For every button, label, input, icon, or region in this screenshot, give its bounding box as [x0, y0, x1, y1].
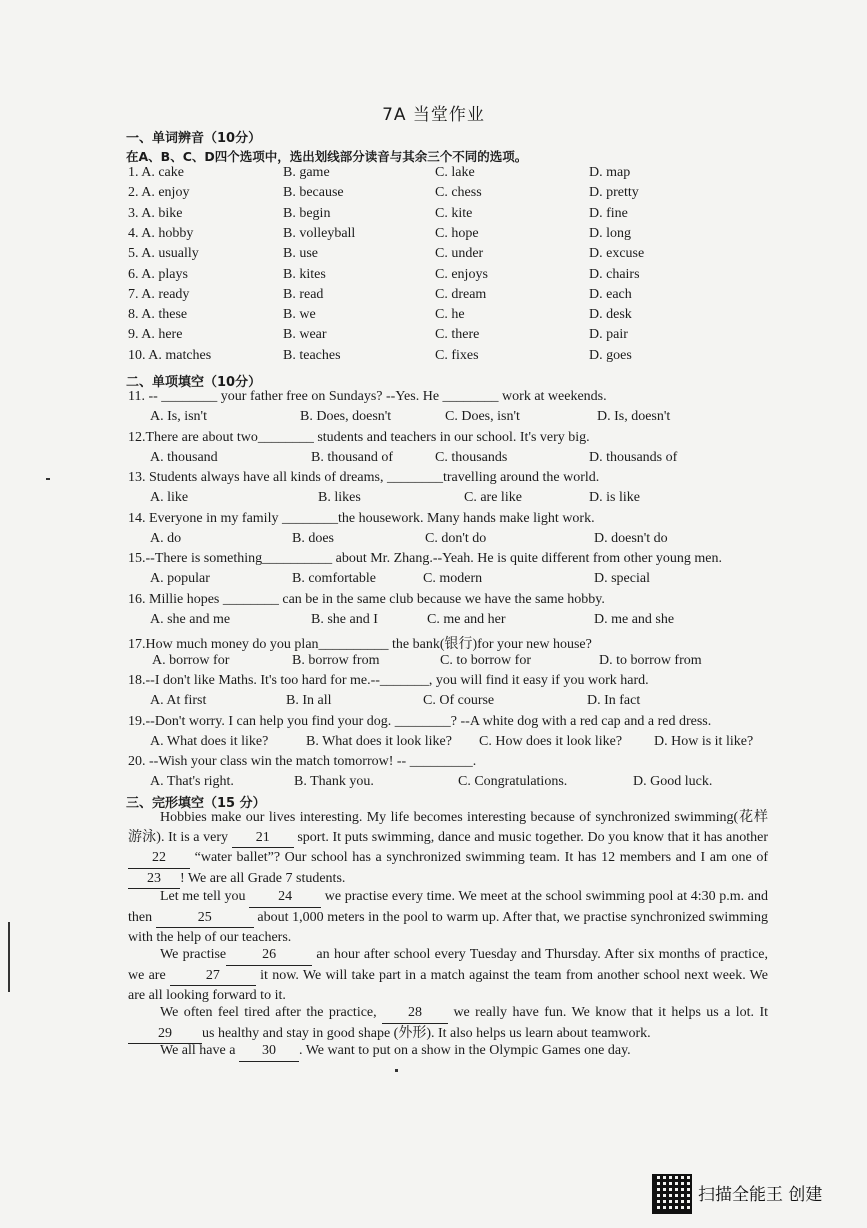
- phonics-option: D. map: [589, 165, 631, 180]
- phonics-row: [0, 287, 867, 307]
- answer-option: C. Of course: [423, 693, 495, 709]
- phonics-option: 10. A. matches: [128, 347, 212, 363]
- answer-option: C. me and her: [427, 612, 506, 627]
- phonics-row: [0, 246, 867, 266]
- answer-option: B. comfortable: [292, 571, 376, 587]
- phonics-option: C. enjoys: [435, 266, 488, 282]
- phonics-option: D. pair: [589, 327, 628, 343]
- cloze-paragraph-5: We all have a 30 . We want to put on a show in the Olympic Games one day.: [128, 1041, 768, 1062]
- phonics-row: [0, 327, 867, 347]
- answer-option: B. she and I: [311, 612, 378, 627]
- question-stem: 12.There are about two________ students and teachers in our school. It's very big.: [128, 429, 590, 445]
- phonics-option: 3. A. bike: [128, 205, 183, 221]
- blank-24: 24: [249, 887, 321, 908]
- blank-26: 26: [226, 945, 312, 966]
- question-stem: 13. Students always have all kinds of dreams, ________travelling around the world.: [128, 470, 600, 486]
- phonics-option: B. wear: [283, 327, 327, 343]
- cloze-paragraph-2: Let me tell you 24 we practise every time. We meet at the school swimming pool at 4:30 p.m. and then 25 about 1,000 meters in the pool to warm up. After that, we practise synchronized swimming with the help of our teachers.: [128, 889, 768, 945]
- answer-option: A. borrow for: [152, 652, 230, 668]
- answer-option: D. me and she: [594, 612, 675, 627]
- answer-option: B. borrow from: [292, 652, 380, 668]
- phonics-option: C. dream: [435, 286, 487, 302]
- phonics-option: 5. A. usually: [128, 246, 199, 262]
- answer-option: B. Does, doesn't: [300, 409, 392, 424]
- blank-29: 29: [128, 1024, 202, 1045]
- answer-option: D. is like: [589, 490, 640, 506]
- answer-option: B. thousand of: [311, 449, 394, 465]
- phonics-option: C. chess: [435, 185, 482, 201]
- phonics-option: D. goes: [589, 347, 632, 363]
- scan-mark: [395, 1069, 398, 1072]
- question-stem: 14. Everyone in my family ________the housework. Many hands make light work.: [128, 510, 595, 526]
- answer-option: D. Is, doesn't: [597, 409, 671, 424]
- blank-21: 21: [232, 828, 294, 849]
- phonics-option: B. because: [283, 185, 344, 201]
- answer-option: C. Does, isn't: [445, 409, 520, 424]
- blank-22: 22: [128, 848, 190, 869]
- phonics-option: D. each: [589, 286, 632, 302]
- answer-option: D. thousands of: [589, 449, 678, 465]
- answer-option: C. How does it look like?: [479, 733, 623, 749]
- scan-mark: [8, 922, 10, 992]
- phonics-option: B. we: [283, 307, 316, 323]
- section2-heading: 二、单项填空（10分）: [126, 375, 262, 390]
- phonics-option: B. use: [283, 246, 318, 262]
- blank-30: 30: [239, 1041, 299, 1062]
- page-title: 7A 当堂作业: [382, 105, 485, 125]
- scanner-watermark: [652, 1172, 857, 1212]
- phonics-option: C. kite: [435, 205, 473, 221]
- phonics-option: C. he: [435, 307, 465, 323]
- phonics-row: [0, 185, 867, 205]
- section1-instruction: 在A、B、C、D四个选项中，选出划线部分读音与其余三个不同的选项。: [126, 149, 528, 164]
- answer-option: D. In fact: [587, 693, 641, 709]
- phonics-option: B. volleyball: [283, 225, 356, 241]
- question-stem: 17.How much money do you plan__________ the bank(银行)for your new house?: [128, 636, 592, 652]
- answer-option: D. Good luck.: [633, 774, 713, 790]
- question-stem: 15.--There is something__________ about Mr. Zhang.--Yeah. He is quite different from other young men.: [128, 551, 722, 567]
- phonics-row: [0, 267, 867, 287]
- cloze-paragraph-1: Hobbies make our lives interesting. My life becomes interesting because of synchronized swimming(花样游泳). It is a very 21 sport. It puts swimming, dance and music together. Do you know that it has another 22 “water ballet”? Our school has a synchronized swimming team. It has 12 members and I am one of 23 ! We are all Grade 7 students.: [128, 808, 768, 889]
- answer-option: C. Congratulations.: [458, 774, 568, 790]
- phonics-option: C. lake: [435, 165, 475, 180]
- cloze-paragraph-4: We often feel tired after the practice, 28 we really have fun. We know that it helps us a lot. It 29 us healthy and stay in good shape (外形). It also helps us learn about teamwork.: [128, 1003, 768, 1044]
- answer-option: C. are like: [464, 490, 522, 506]
- qr-code-icon: [652, 1174, 692, 1214]
- question-stem: 20. --Wish your class win the match tomorrow! -- _________.: [128, 754, 477, 770]
- answer-option: B. In all: [286, 693, 332, 709]
- phonics-option: C. under: [435, 246, 484, 262]
- phonics-row: [0, 307, 867, 327]
- answer-option: C. modern: [423, 571, 483, 587]
- section3-heading: 三、完形填空（15 分）: [126, 796, 266, 811]
- phonics-option: C. hope: [435, 225, 479, 241]
- answer-option: A. thousand: [150, 449, 218, 465]
- phonics-option: D. pretty: [589, 185, 639, 201]
- answer-option: A. like: [150, 490, 189, 506]
- phonics-option: C. there: [435, 327, 480, 343]
- answer-option: B. What does it look like?: [306, 733, 452, 749]
- answer-option: A. Is, isn't: [150, 409, 207, 424]
- answer-option: B. Thank you.: [294, 774, 374, 790]
- question-stem: 19.--Don't worry. I can help you find your dog. ________? --A white dog with a red cap and a red dress.: [128, 713, 712, 729]
- phonics-row: [0, 348, 867, 368]
- scan-mark: [46, 478, 50, 480]
- phonics-option: 2. A. enjoy: [128, 185, 190, 201]
- phonics-row: [0, 226, 867, 246]
- phonics-option: D. excuse: [589, 246, 645, 262]
- phonics-option: D. long: [589, 225, 631, 241]
- answer-option: D. doesn't do: [594, 530, 668, 546]
- cloze-paragraph-3: We practise 26 an hour after school every Tuesday and Thursday. After six months of practice, we are 27 it now. We will take part in a match against the team from another school next week. We are all looking forward to it.: [128, 947, 769, 1003]
- phonics-option: D. chairs: [589, 266, 640, 282]
- phonics-option: D. fine: [589, 205, 628, 221]
- phonics-option: B. read: [283, 286, 324, 302]
- section1-heading: 一、单词辨音（10分）: [126, 131, 262, 146]
- phonics-option: B. begin: [283, 205, 331, 221]
- answer-option: D. How is it like?: [654, 733, 754, 749]
- phonics-option: B. kites: [283, 266, 326, 282]
- question-stem: 18.--I don't like Maths. It's too hard for me.--_______, you will find it easy if you work hard.: [128, 673, 649, 689]
- answer-option: A. That's right.: [150, 774, 234, 790]
- phonics-option: D. desk: [589, 307, 632, 323]
- blank-25: 25: [156, 908, 254, 929]
- answer-option: A. At first: [150, 693, 207, 709]
- answer-option: B. does: [292, 530, 334, 546]
- phonics-option: 8. A. these: [128, 307, 188, 323]
- phonics-option: 1. A. cake: [128, 165, 184, 180]
- phonics-option: C. fixes: [435, 347, 479, 363]
- phonics-row: [0, 206, 867, 226]
- answer-option: A. she and me: [150, 612, 231, 627]
- answer-option: D. to borrow from: [599, 652, 702, 668]
- answer-option: A. do: [150, 530, 182, 546]
- phonics-option: B. game: [283, 165, 330, 180]
- answer-option: C. thousands: [435, 449, 508, 465]
- watermark-text: 扫描全能王 创建: [698, 1185, 823, 1205]
- phonics-option: 4. A. hobby: [128, 225, 194, 241]
- question-stem: 16. Millie hopes ________ can be in the same club because we have the same hobby.: [128, 592, 605, 607]
- blank-27: 27: [170, 966, 256, 987]
- answer-option: C. to borrow for: [440, 652, 531, 668]
- blank-23: 23: [128, 869, 180, 890]
- answer-option: B. likes: [318, 490, 361, 506]
- phonics-option: B. teaches: [283, 347, 341, 363]
- question-stem: 11. -- ________ your father free on Sundays? --Yes. He ________ work at weekends.: [128, 389, 607, 404]
- answer-option: A. popular: [150, 571, 210, 587]
- answer-option: C. don't do: [425, 530, 487, 546]
- answer-option: A. What does it like?: [150, 733, 269, 749]
- blank-28: 28: [382, 1003, 448, 1024]
- phonics-option: 9. A. here: [128, 327, 183, 343]
- phonics-option: 7. A. ready: [128, 286, 190, 302]
- answer-option: D. special: [594, 571, 650, 587]
- phonics-row: [0, 165, 867, 185]
- phonics-option: 6. A. plays: [128, 266, 188, 282]
